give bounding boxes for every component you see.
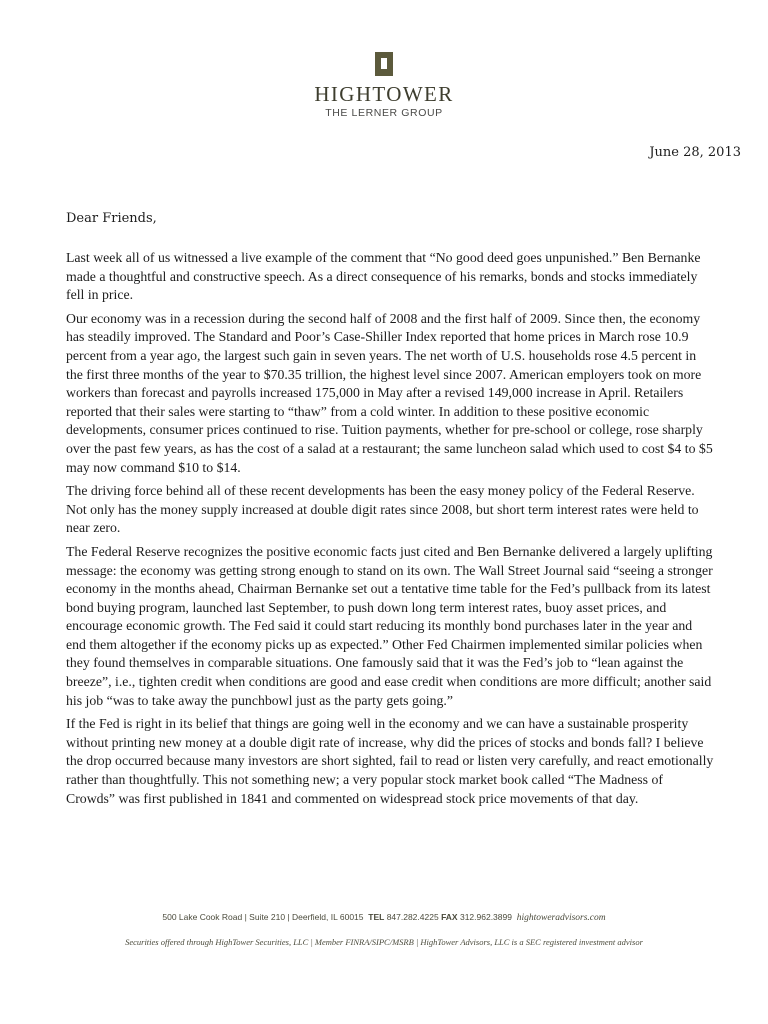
footer-address-line: [0, 912, 768, 923]
paragraph: If the Fed is right in its belief that things are going well in the economy and we can have a sustainable prosperity without printing new money at a double digit rate of increase, why did the prices of stocks and bonds fall? I believe the drop occurred because many investors are short sighted, fail to read or listen very carefully, and react emotionally rather than thoughtfully. This not something new; a very popular stock market book called “The Madness of Crowds” was first published in 1841 and commented on widespread stock price movements of that day.: [66, 716, 714, 806]
footer-tel: 847.282.4225: [386, 912, 439, 922]
footer-tel-label: TEL: [368, 912, 385, 922]
logo-name: HIGHTOWER: [314, 82, 454, 106]
paragraph: The Federal Reserve recognizes the positive economic facts just cited and Ben Bernanke delivered a largely uplifting message: the economy was getting strong enough to stand on its own. The Wall Street Journal said “seeing a stronger economy in the months ahead, Chairman Bernanke set out a tentative time table for the Fed’s pullback from its latest bond buying program, launched last September, to push down long term interest rates, buoy asset prices, and encourage economic growth. The Fed said it could start reducing its monthly bond purchases later in the year and end them altogether if the economy picks up as expected.” Other Fed Chairmen implemented similar policies when they found themselves in comparable situations. One famously said that it was the Fed’s job to “lean against the breeze”, i.e., tighten credit when conditions are good and ease credit when conditions are more difficult; another said his job “was to take away the punchbowl just as the party gets going.”: [66, 543, 713, 708]
footer-fax: 312.962.3899: [459, 912, 512, 922]
footer-fax-label: FAX: [441, 912, 458, 922]
letterhead: [0, 52, 768, 119]
footer-address: 500 Lake Cook Road | Suite 210 | Deerfield, IL 60015: [162, 912, 364, 922]
letter-date: June 28, 2013: [649, 145, 741, 160]
group-name: THE LERNER GROUP: [325, 107, 443, 119]
footer-website-link[interactable]: hightoweradvisors.com: [516, 913, 606, 923]
paragraph: Our economy was in a recession during the second half of 2008 and the first half of 2009. Since then, the economy has steadily improved. The Standard and Poor’s Case-Shiller Index reported that home prices in March rose 10.9 percent from a year ago, the largest such gain in seven years. The net worth of U.S. households rose 4.5 percent in the first three months of the year to $70.35 trillion, the highest level since 2007. American employers took on more workers than forecast and payrolls increased 175,000 in May after a revised 149,000 increase in April. Retailers reported that their sales were starting to “thaw” from a cold winter. In addition to these positive economic developments, consumer prices continued to rise. Tuition payments, whether for pre-school or college, rose sharply over the past few years, as has the cost of a salad at a restaurant; the same luncheon salad which used to cost $4 to $5 may now command $10 to $14.: [66, 310, 713, 475]
footer-legal: Securities offered through HighTower Securities, LLC | Member FINRA/SIPC/MSRB | HighTower Advisors, LLC is a SEC registered investment advisor: [125, 937, 643, 947]
hightower-logo-icon: [375, 52, 393, 76]
letter-body: [66, 249, 714, 813]
paragraph: Last week all of us witnessed a live example of the comment that “No good deed goes unpunished.” Ben Bernanke made a thoughtful and constructive speech. As a direct consequence of his remarks, bonds and stocks immediately fell in price.: [66, 250, 701, 303]
salutation: Dear Friends,: [66, 211, 157, 226]
paragraph: The driving force behind all of these recent developments has been the easy money policy of the Federal Reserve. Not only has the money supply increased at double digit rates since 2008, but short term interest rates were held to near zero.: [66, 483, 699, 536]
